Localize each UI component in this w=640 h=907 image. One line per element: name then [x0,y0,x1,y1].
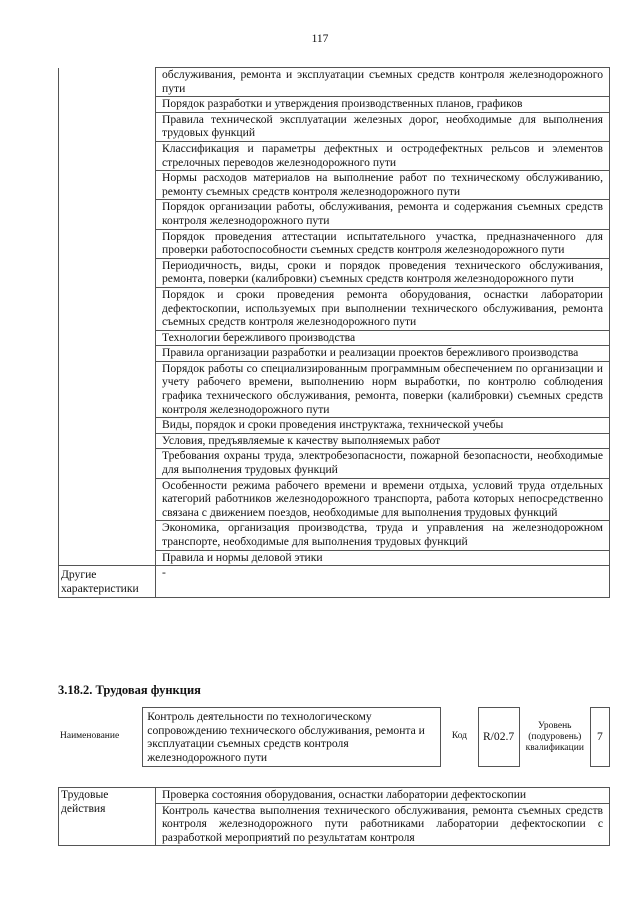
table-row [59,550,610,566]
knowledge-item: Порядок и сроки проведения ремонта оборудования, оснастки лаборатории дефектоскопии, используемых при выполнении технического обслуживания, ремонта съемных средств контроля железнодорожного пути [156,287,610,330]
table-row [59,330,610,346]
row-label-cell [59,200,156,229]
required-knowledge-table [58,67,610,598]
qualification-level: 7 [590,708,609,767]
row-label-cell [59,229,156,258]
knowledge-item: Условия, предъявляемые к качеству выполняемых работ [156,433,610,449]
knowledge-item: Технологии бережливого производства [156,330,610,346]
knowledge-item: Экономика, организация производства, труда и управления на железнодорожном транспорте, необходимые для выполнения трудовых функций [156,521,610,550]
code-label: Код [451,731,468,742]
knowledge-item: Виды, порядок и сроки проведения инструктажа, технической учебы [156,418,610,434]
table-row [59,449,610,478]
row-label-cell [59,287,156,330]
table-row [59,566,610,598]
knowledge-item: Требования охраны труда, электробезопасности, пожарной безопасности, необходимые для выполнения трудовых функций [156,449,610,478]
knowledge-item: Порядок работы со специализированным программным обеспечением по организации и учету рабочего времени, выполнению норм выработки, по контролю соблюдения графика технического обслуживания, ремонта, поверки (калибровки) съемных средств контроля железнодорожного пути [156,361,610,417]
labor-action-item: Контроль качества выполнения технического обслуживания, ремонта съемных средств контроля железнодорожного пути работниками лаборатории дефектоскопии с разработкой мероприятий по результатам контроля [156,803,610,846]
row-label-cell [59,550,156,566]
row-label-cell [59,141,156,170]
table-row [59,418,610,434]
row-label-cell [59,521,156,550]
table-row [59,346,610,362]
table-row [59,361,610,417]
table-row [59,141,610,170]
knowledge-item: Правила и нормы деловой этики [156,550,610,566]
knowledge-item: Нормы расходов материалов на выполнение работ по техническому обслуживанию, ремонту съемных средств контроля железнодорожного пути [156,171,610,200]
qualification-level-label: Уровень (подуровень) квалификации [525,720,584,753]
table-row [59,287,610,330]
row-label-cell [59,68,156,97]
table-row [59,258,610,287]
row-label-cell [59,346,156,362]
row-label-cell [59,478,156,521]
section-heading: 3.18.2. Трудовая функция [58,683,201,697]
table-row [59,112,610,141]
row-label-cell [59,258,156,287]
other-characteristics-label: Другие характеристики [59,566,156,598]
knowledge-item: Классификация и параметры дефектных и остродефектных рельсов и элементов стрелочных переводов железнодорожного пути [156,141,610,170]
row-label-cell [59,433,156,449]
table-row [59,229,610,258]
other-characteristics-value: - [156,566,610,598]
function-code: R/02.7 [478,708,519,767]
table-row [59,97,610,113]
row-label-cell [59,112,156,141]
labor-function-table [58,707,610,767]
function-name: Контроль деятельности по технологическому сопровождению технического обслуживания, ремонта и эксплуатации съемных средств контроля железнодорожного пути [143,708,441,767]
knowledge-item: Правила технической эксплуатации железных дорог, необходимые для выполнения трудовых функций [156,112,610,141]
knowledge-item: обслуживания, ремонта и эксплуатации съемных средств контроля железнодорожного пути [156,68,610,97]
labor-actions-label: Трудовые действия [59,788,156,846]
table-row [59,788,610,804]
table-row [59,200,610,229]
knowledge-item: Порядок организации работы, обслуживания, ремонта и содержания съемных средств контроля железнодорожного пути [156,200,610,229]
table-row [59,433,610,449]
knowledge-item: Порядок разработки и утверждения производственных планов, графиков [156,97,610,113]
knowledge-item: Порядок проведения аттестации испытательного участка, предназначенного для проверки работоспособности съемных средств контроля железнодорожного пути [156,229,610,258]
row-label-cell [59,171,156,200]
row-label-cell [59,418,156,434]
knowledge-item: Особенности режима рабочего времени и времени отдыха, условий труда отдельных категорий работников железнодорожного транспорта, работа которых непосредственно связана с движением поездов, необходимые для выполнения трудовых функций [156,478,610,521]
table-row [59,478,610,521]
table-row [59,171,610,200]
name-label: Наименование [60,731,120,742]
labor-action-item: Проверка состояния оборудования, оснастки лаборатории дефектоскопии [156,788,610,804]
labor-actions-table [58,787,610,846]
table-row [59,68,610,97]
row-label-cell [59,449,156,478]
page-number: 117 [311,33,329,45]
table-row [59,521,610,550]
row-label-cell [59,361,156,417]
knowledge-item: Периодичность, виды, сроки и порядок проведения технического обслуживания, ремонта, поверки (калибровки) съемных средств контроля железнодорожного пути [156,258,610,287]
knowledge-item: Правила организации разработки и реализации проектов бережливого производства [156,346,610,362]
row-label-cell [59,330,156,346]
row-label-cell [59,97,156,113]
